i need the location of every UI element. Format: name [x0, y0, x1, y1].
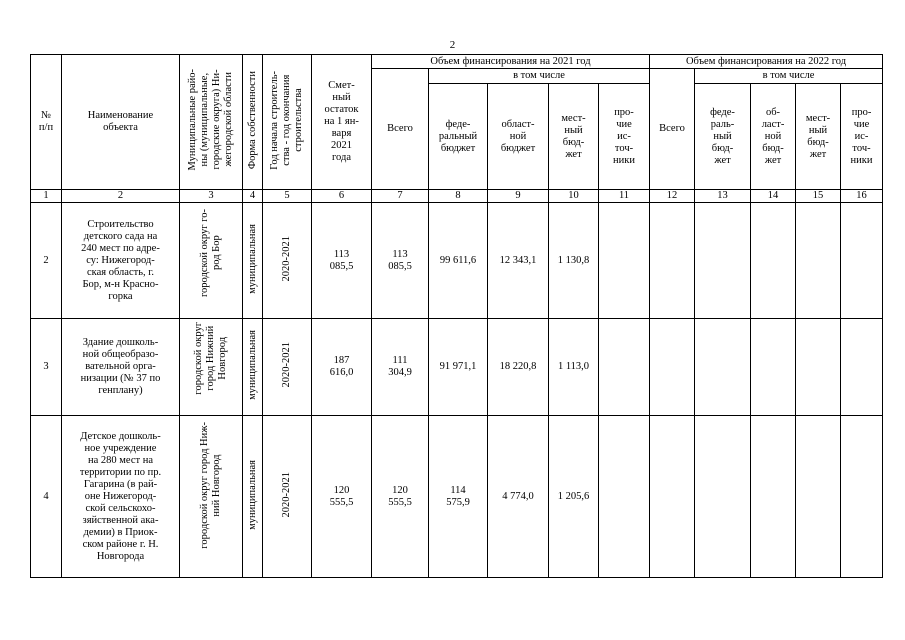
balance: 120 555,5 [312, 416, 372, 578]
col-number: 4 [243, 190, 263, 203]
total-2021: 111 304,9 [372, 319, 429, 416]
table-row [31, 203, 883, 319]
fed-2022 [695, 416, 751, 578]
oth-2022 [841, 319, 883, 416]
balance: 113 085,5 [312, 203, 372, 319]
header-balance: Смет- ный остаток на 1 ян- варя 2021 года [312, 55, 372, 190]
col-number: 15 [796, 190, 841, 203]
fed-2021: 114 575,9 [429, 416, 488, 578]
district: городской округ город Нижний Новгород [180, 319, 243, 416]
reg-2022 [751, 319, 796, 416]
loc-2021: 1 130,8 [549, 203, 599, 319]
reg-2021: 12 343,1 [488, 203, 549, 319]
column-numbers-row [31, 190, 883, 203]
oth-2021 [599, 319, 650, 416]
balance: 187 616,0 [312, 319, 372, 416]
header-reg-2022: об- ласт- ной бюд- жет [751, 84, 796, 190]
col-number: 16 [841, 190, 883, 203]
header-incl-2021: в том числе [429, 69, 650, 84]
loc-2022 [796, 416, 841, 578]
district: городской округ город Ниж- ний Новгород [180, 416, 243, 578]
reg-2022 [751, 416, 796, 578]
ownership: муниципальная [243, 203, 263, 319]
header-total-2022: Всего [650, 69, 695, 190]
col-number: 5 [263, 190, 312, 203]
fed-2021: 91 971,1 [429, 319, 488, 416]
header-name: Наименование объекта [62, 55, 180, 190]
header-ownership: Форма собственности [243, 55, 263, 190]
oth-2021 [599, 416, 650, 578]
loc-2022 [796, 203, 841, 319]
fed-2022 [695, 319, 751, 416]
oth-2022 [841, 416, 883, 578]
fed-2021: 99 611,6 [429, 203, 488, 319]
object-name: Здание дошколь- ной общеобразо- вательной орга- низации (№ 37 по генплану) [62, 319, 180, 416]
header-fin-2022: Объем финансирования на 2022 год [650, 55, 883, 69]
header-fed-2021: феде- ральный бюджет [429, 84, 488, 190]
total-2022 [650, 319, 695, 416]
col-number: 7 [372, 190, 429, 203]
loc-2021: 1 113,0 [549, 319, 599, 416]
col-number: 9 [488, 190, 549, 203]
col-number: 11 [599, 190, 650, 203]
years: 2020-2021 [263, 319, 312, 416]
col-number: 14 [751, 190, 796, 203]
reg-2021: 18 220,8 [488, 319, 549, 416]
total-2022 [650, 203, 695, 319]
header-loc-2022: мест- ный бюд- жет [796, 84, 841, 190]
ownership: муниципальная [243, 416, 263, 578]
col-number: 10 [549, 190, 599, 203]
header-district: Муниципальные райо- ны (муниципальные, городские округа) Ни- жегородской области [180, 55, 243, 190]
oth-2021 [599, 203, 650, 319]
header-num: № п/п [31, 55, 62, 190]
header-fed-2022: феде- раль- ный бюд- жет [695, 84, 751, 190]
row-num: 4 [31, 416, 62, 578]
row-num: 2 [31, 203, 62, 319]
table-row [31, 319, 883, 416]
loc-2021: 1 205,6 [549, 416, 599, 578]
table-row [31, 416, 883, 578]
header-oth-2021: про- чие ис- точ- ники [599, 84, 650, 190]
total-2021: 113 085,5 [372, 203, 429, 319]
col-number: 2 [62, 190, 180, 203]
col-number: 3 [180, 190, 243, 203]
header-years: Год начала строитель- ства - год окончания строительства [263, 55, 312, 190]
oth-2022 [841, 203, 883, 319]
header-fin-2021: Объем финансирования на 2021 год [372, 55, 650, 69]
col-number: 1 [31, 190, 62, 203]
financing-table [30, 54, 883, 578]
header-reg-2021: област- ной бюджет [488, 84, 549, 190]
years: 2020-2021 [263, 416, 312, 578]
object-name: Строительство детского сада на 240 мест по адре- су: Нижегород- ская область, г. Бор, м-н Красно- горка [62, 203, 180, 319]
header-loc-2021: мест- ный бюд- жет [549, 84, 599, 190]
years: 2020-2021 [263, 203, 312, 319]
fed-2022 [695, 203, 751, 319]
ownership: муниципальная [243, 319, 263, 416]
col-number: 12 [650, 190, 695, 203]
object-name: Детское дошколь- ное учреждение на 280 мест на территории по пр. Гагарина (в рай- оне Нижегород- ской сельскохо- зяйственной ака- демии) в Приок- ском районе г. Н. Новгорода [62, 416, 180, 578]
col-number: 6 [312, 190, 372, 203]
reg-2021: 4 774,0 [488, 416, 549, 578]
col-number: 13 [695, 190, 751, 203]
loc-2022 [796, 319, 841, 416]
header-total-2021: Всего [372, 69, 429, 190]
page-number: 2 [449, 39, 456, 51]
header-oth-2022: про- чие ис- точ- ники [841, 84, 883, 190]
district: городской округ го- род Бор [180, 203, 243, 319]
header-incl-2022: в том числе [695, 69, 883, 84]
reg-2022 [751, 203, 796, 319]
row-num: 3 [31, 319, 62, 416]
total-2022 [650, 416, 695, 578]
col-number: 8 [429, 190, 488, 203]
total-2021: 120 555,5 [372, 416, 429, 578]
